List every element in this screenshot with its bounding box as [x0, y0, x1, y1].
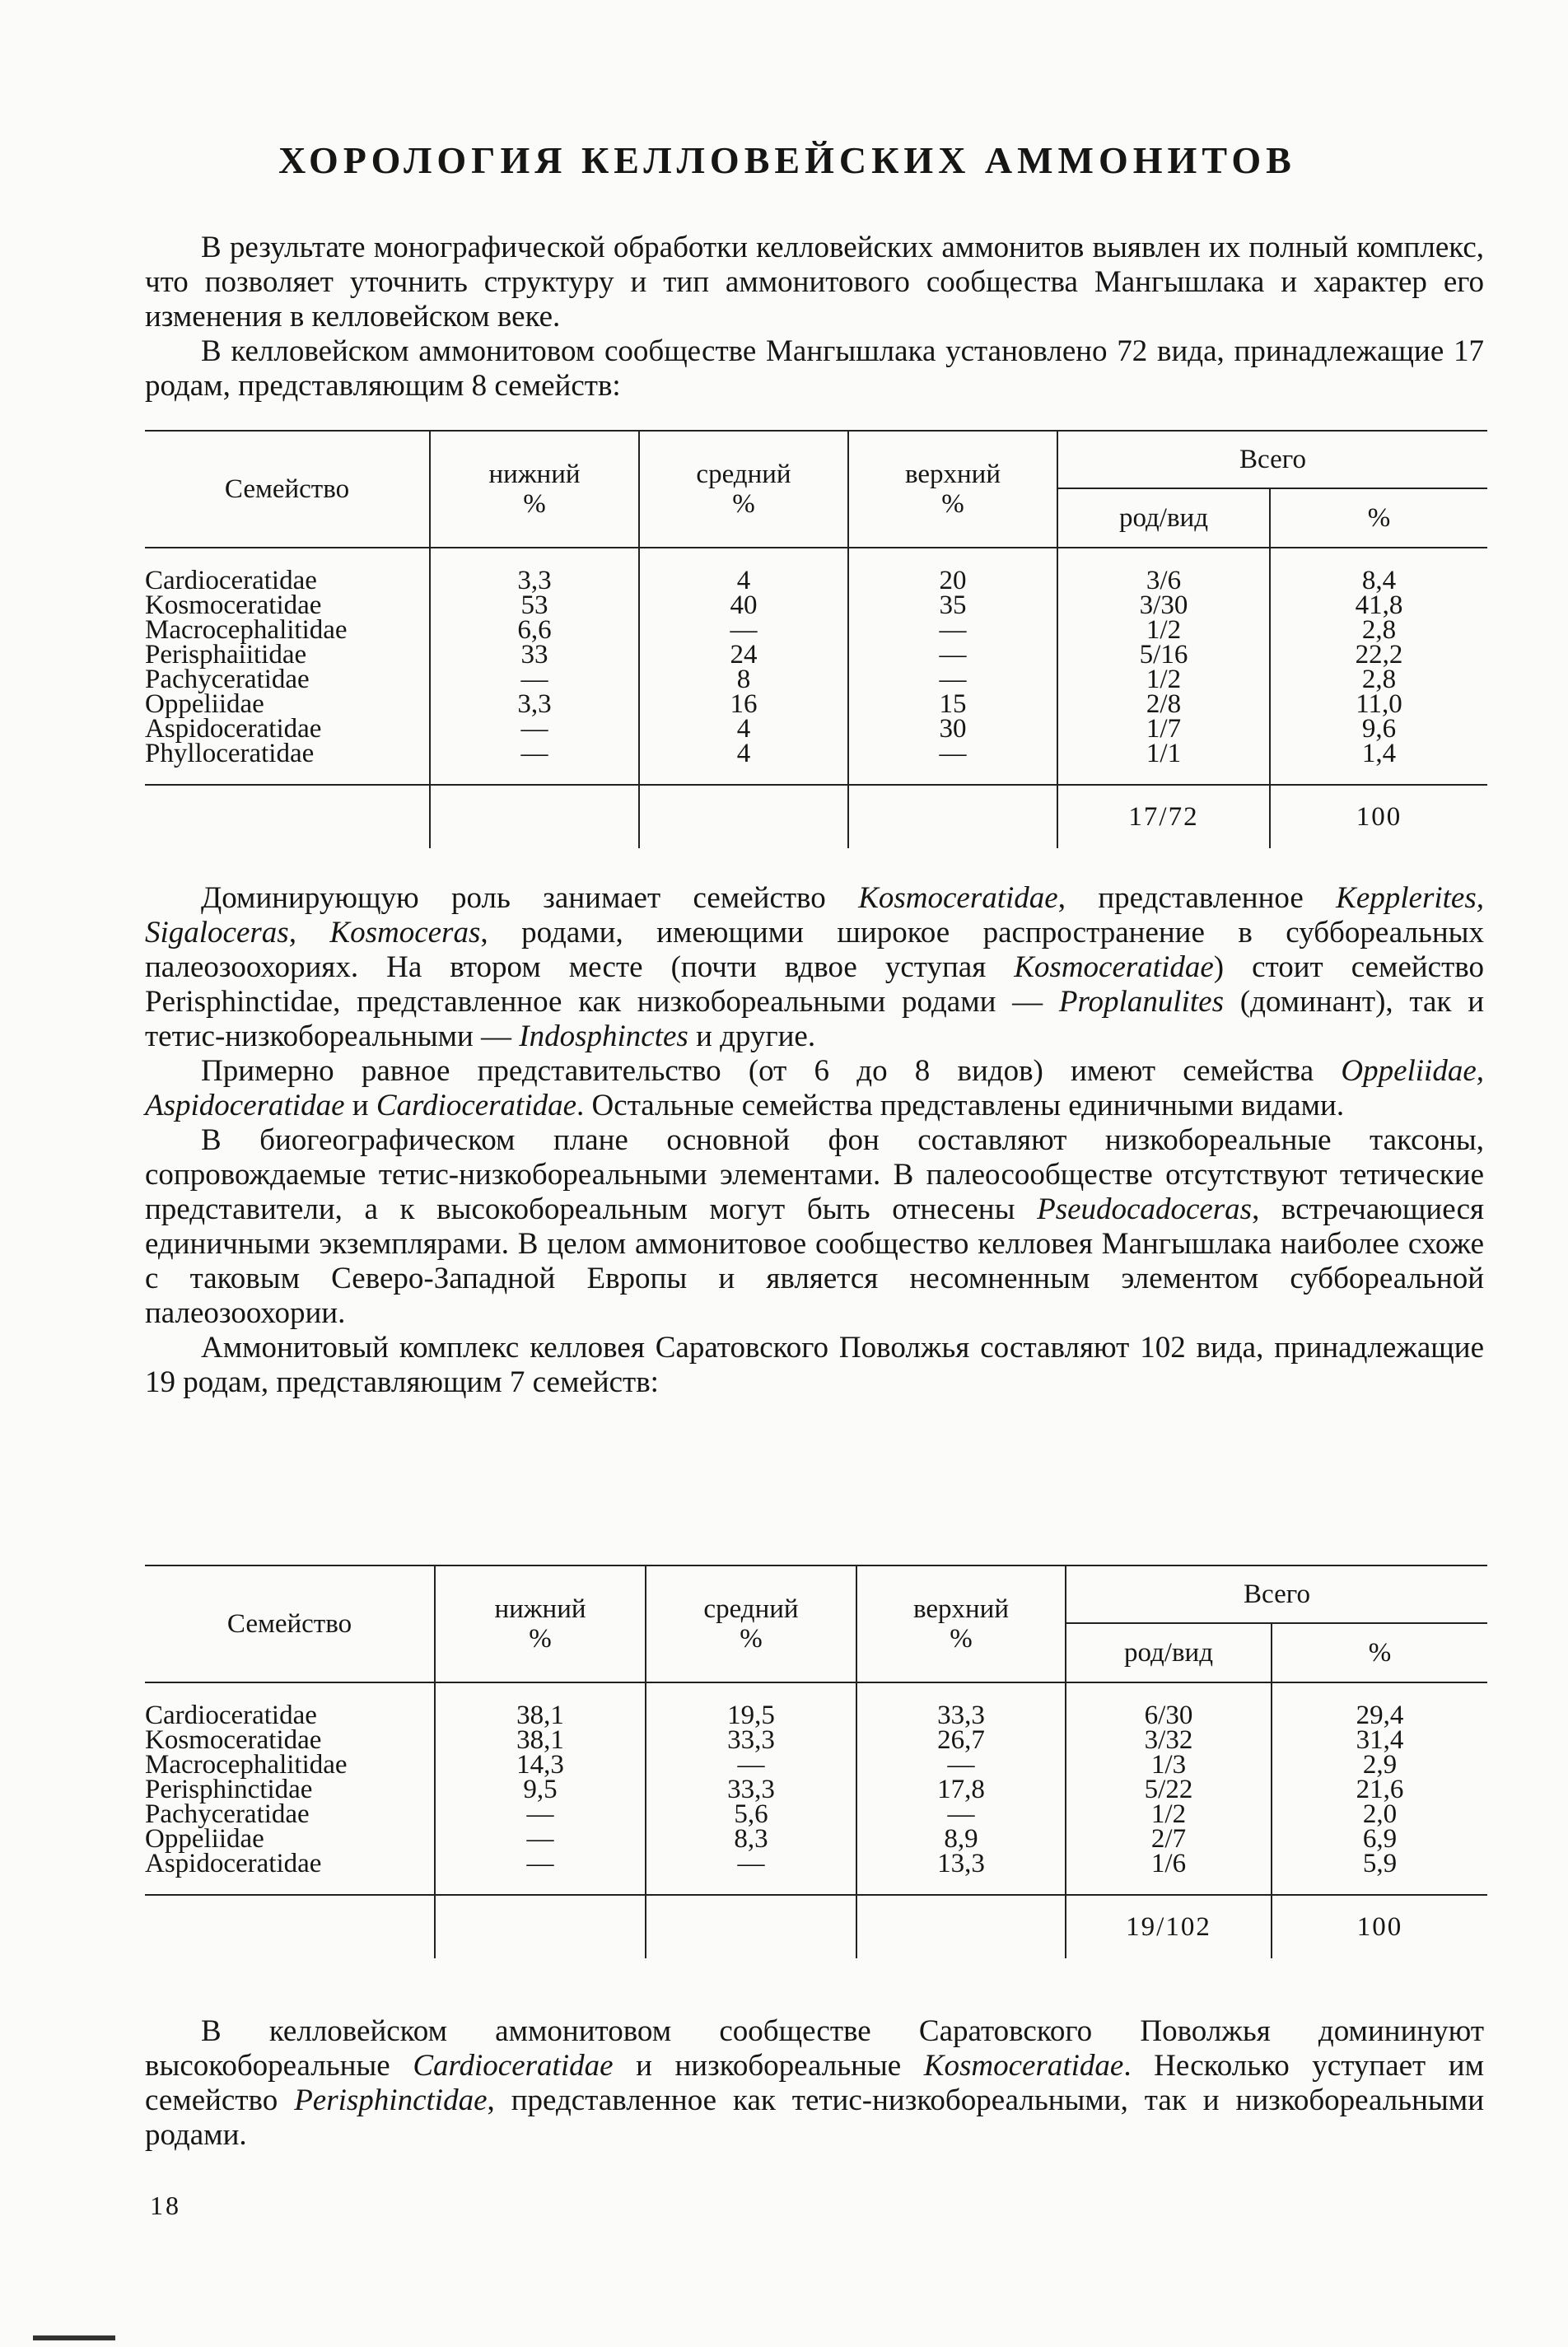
table-cell: Phylloceratidae [145, 739, 315, 768]
column-lower [435, 1682, 646, 1895]
table-cell: 2,9 [1362, 1750, 1398, 1780]
final-text [145, 2014, 1484, 2153]
header-total: Всего [1066, 1565, 1487, 1623]
page-title: ХОРОЛОГИЯ КЕЛЛОВЕЙСКИХ АММОНИТОВ [278, 139, 1296, 181]
table-cell: 20 [939, 566, 967, 595]
paragraph-biogeography: В биогеографическом плане основной фон составляют низкобореальные таксоны, сопровождаемые тетис-низкобореальными элементами. В палеосообществе отсутствуют тетические представители, а к высокобореальным могут быть отнесены Pseudocadoceras, встречающиеся единичными экземплярами. В целом аммонитовое сообщество келловея Мангышлака наиболее схоже с таковым Северо-Западной Европы и является несомненным элементом суббореальной палеозоохории. [145, 1123, 1485, 1330]
header-percent: % [1272, 1623, 1487, 1682]
table-cell: 2,8 [1361, 615, 1397, 645]
table-cell: — [526, 1824, 554, 1854]
table-cell: 1/2 [1146, 665, 1182, 694]
table-cell: 5,6 [734, 1799, 768, 1829]
table-cell: 35 [939, 590, 967, 620]
table-cell: — [939, 665, 967, 694]
table-cell: 3,3 [517, 566, 552, 595]
total-genus-species: 17/72 [1057, 785, 1270, 848]
table-cell: 29,4 [1356, 1701, 1404, 1730]
table-cell: 8,9 [944, 1824, 978, 1854]
paragraph-saratov: Аммонитовый комплекс келловея Саратовского Поволжья составляют 102 вида, принадлежащие 19 родам, представляющим 7 семейств: [145, 1331, 1484, 1399]
table-cell: 41,8 [1355, 590, 1403, 620]
table-cell: 31,4 [1356, 1725, 1404, 1755]
table-cell: Perisphaiitidae [145, 640, 307, 670]
table-cell: 4 [736, 566, 751, 595]
table-cell: 53 [520, 590, 548, 620]
table-cell: 1/2 [1150, 1799, 1187, 1829]
table-mangyshlak [145, 430, 1487, 848]
table-saratov [145, 1565, 1487, 1958]
page-number: 18 [150, 2191, 181, 2220]
column-upper [856, 1682, 1066, 1895]
table-cell: 6,6 [517, 615, 552, 645]
table-cell: — [526, 1849, 554, 1878]
table-cell: 9,6 [1361, 714, 1397, 744]
column-middle [646, 1682, 856, 1895]
table-cell: 14,3 [516, 1750, 564, 1780]
table-cell: 17,8 [937, 1775, 985, 1804]
column-percent [1270, 548, 1487, 785]
table-cell: 2/8 [1146, 689, 1182, 719]
total-percent: 100 [1356, 1912, 1403, 1942]
table-cell: 8,3 [734, 1824, 768, 1854]
table-cell: — [730, 615, 758, 645]
paragraph-equal: Примерно равное представительство (от 6 до 8 видов) имеют семейства Oppeliidae, Aspidoceratidae и Cardioceratidae. Остальные семейства представлены единичными видами. [145, 1054, 1484, 1122]
table-cell: 2,0 [1362, 1799, 1398, 1829]
table-cell: Pachyceratidae [145, 665, 310, 694]
table-cell: — [520, 714, 548, 744]
table-cell: 5/22 [1144, 1775, 1193, 1804]
header-percent: % [1270, 488, 1487, 548]
column-upper [848, 548, 1057, 785]
table-cell: 1/1 [1146, 739, 1182, 768]
header-family: Семейство [145, 1565, 435, 1682]
table-cell: 3/32 [1144, 1725, 1193, 1755]
table-cell: 16 [730, 689, 758, 719]
column-middle [639, 548, 848, 785]
table-cell: — [947, 1799, 975, 1829]
table-cell: 13,3 [937, 1849, 985, 1878]
table-cell: Aspidoceratidae [145, 1849, 322, 1878]
table-cell: 1/7 [1146, 714, 1182, 744]
intro-paragraph-2: В келловейском аммонитовом сообществе Мангышлака установлено 72 вида, принадлежащие 17 родам, представляющим 8 семейств: [145, 334, 1484, 403]
table-cell: 38,1 [516, 1701, 564, 1730]
table-cell: 33,3 [727, 1725, 775, 1755]
header-upper: верхний % [848, 431, 1057, 548]
table-cell: 5,9 [1362, 1849, 1398, 1878]
header-middle: средний % [639, 431, 848, 548]
header-genus-species: род/вид [1057, 488, 1270, 548]
column-genus-species [1066, 1682, 1272, 1895]
table-cell: 8,4 [1361, 566, 1397, 595]
table-cell: 2,8 [1361, 665, 1397, 694]
column-families [145, 548, 430, 785]
table-cell: 11,0 [1356, 689, 1402, 719]
table-cell: 6,9 [1362, 1824, 1398, 1854]
table-cell: 1/6 [1150, 1849, 1187, 1878]
paragraph-dominant: Доминирующую роль занимает семейство Kosmoceratidae, представленное Kepplerites, Sigaloceras, Kosmoceras, родами, имеющими широкое распространение в суббореальных палеозоохориях. На втором месте (почти вдвое уступая Kosmoceratidae) стоит семейство Perisphinctidae, представленное как низкобореальными родами — Proplanulites (доминант), так и тетис-низкобореальными — Indosphinctes и другие. [145, 881, 1485, 1053]
header-total: Всего [1057, 431, 1487, 488]
table-cell: Aspidoceratidae [145, 714, 322, 744]
scan-mark [33, 2335, 115, 2340]
paragraph-saratov-dominant: В келловейском аммонитовом сообществе Саратовского Поволжья домининуют высокобореальные Cardioceratidae и низкобореальные Kosmoceratidae. Несколько уступает им семейство Perisphinctidae, представленное как тетис-низкобореальными, так и низкобореальными родами. [145, 2014, 1485, 2152]
column-percent [1272, 1682, 1487, 1895]
table-cell: 19,5 [727, 1701, 775, 1730]
total-percent: 100 [1356, 802, 1402, 832]
table-cell: 40 [730, 590, 758, 620]
table-cell: 3,3 [517, 689, 552, 719]
table-cell: 6/30 [1144, 1701, 1193, 1730]
table-cell: Macrocephalitidae [145, 615, 348, 645]
table-cell: Cardioceratidae [145, 1701, 317, 1730]
table-cell: 2/7 [1150, 1824, 1187, 1854]
table-cell: — [520, 739, 548, 768]
table-cell: 24 [730, 640, 758, 670]
table-cell: 1,4 [1361, 739, 1397, 768]
table-cell: 30 [939, 714, 967, 744]
table-cell: 4 [736, 714, 751, 744]
table-cell: Pachyceratidae [145, 1799, 310, 1829]
table-cell: Macrocephalitidae [145, 1750, 348, 1780]
table-cell: 1/2 [1146, 615, 1182, 645]
table-cell: Kosmoceratidae [145, 1725, 322, 1755]
column-genus-species [1057, 548, 1270, 785]
table-cell: — [939, 640, 967, 670]
intro-paragraph-1: В результате монографической обработки келловейских аммонитов выявлен их полный комплекс, что позволяет уточнить структуру и тип аммонитового сообщества Мангышлака и характер его изменения в келловейском веке. [145, 231, 1484, 334]
table-cell: — [520, 665, 548, 694]
header-lower: нижний % [430, 431, 639, 548]
intro-text [145, 231, 1484, 404]
table-cell: 33,3 [727, 1775, 775, 1804]
column-families [145, 1682, 435, 1895]
table-cell: Oppeliidae [145, 689, 264, 719]
table-cell: — [737, 1849, 765, 1878]
total-genus-species: 19/102 [1066, 1895, 1272, 1958]
table-cell: 4 [736, 739, 751, 768]
middle-text [145, 881, 1484, 1400]
table-cell: Kosmoceratidae [145, 590, 322, 620]
header-middle: средний % [646, 1565, 856, 1682]
table-cell: 3/6 [1146, 566, 1182, 595]
table-cell: Cardioceratidae [145, 566, 317, 595]
table-cell: 1/3 [1150, 1750, 1187, 1780]
header-lower: нижний % [435, 1565, 646, 1682]
table-cell: Perisphinctidae [145, 1775, 313, 1804]
header-genus-species: род/вид [1066, 1623, 1272, 1682]
table-cell: Oppeliidae [145, 1824, 264, 1854]
table-cell: — [939, 615, 967, 645]
table-cell: 21,6 [1356, 1775, 1404, 1804]
table-cell: 33 [520, 640, 548, 670]
table-cell: 26,7 [937, 1725, 985, 1755]
table-cell: 3/30 [1139, 590, 1188, 620]
table-cell: 9,5 [523, 1775, 558, 1804]
table-cell: — [939, 739, 967, 768]
table-cell: — [947, 1750, 975, 1780]
header-family: Семейство [145, 431, 430, 548]
table-cell: 22,2 [1355, 640, 1403, 670]
column-lower [430, 548, 639, 785]
table-cell: 38,1 [516, 1725, 564, 1755]
header-upper: верхний % [856, 1565, 1066, 1682]
table-cell: 5/16 [1139, 640, 1188, 670]
table-cell: 33,3 [937, 1701, 985, 1730]
table-cell: 15 [939, 689, 967, 719]
table-cell: 8 [736, 665, 751, 694]
table-cell: — [526, 1799, 554, 1829]
table-cell: — [737, 1750, 765, 1780]
